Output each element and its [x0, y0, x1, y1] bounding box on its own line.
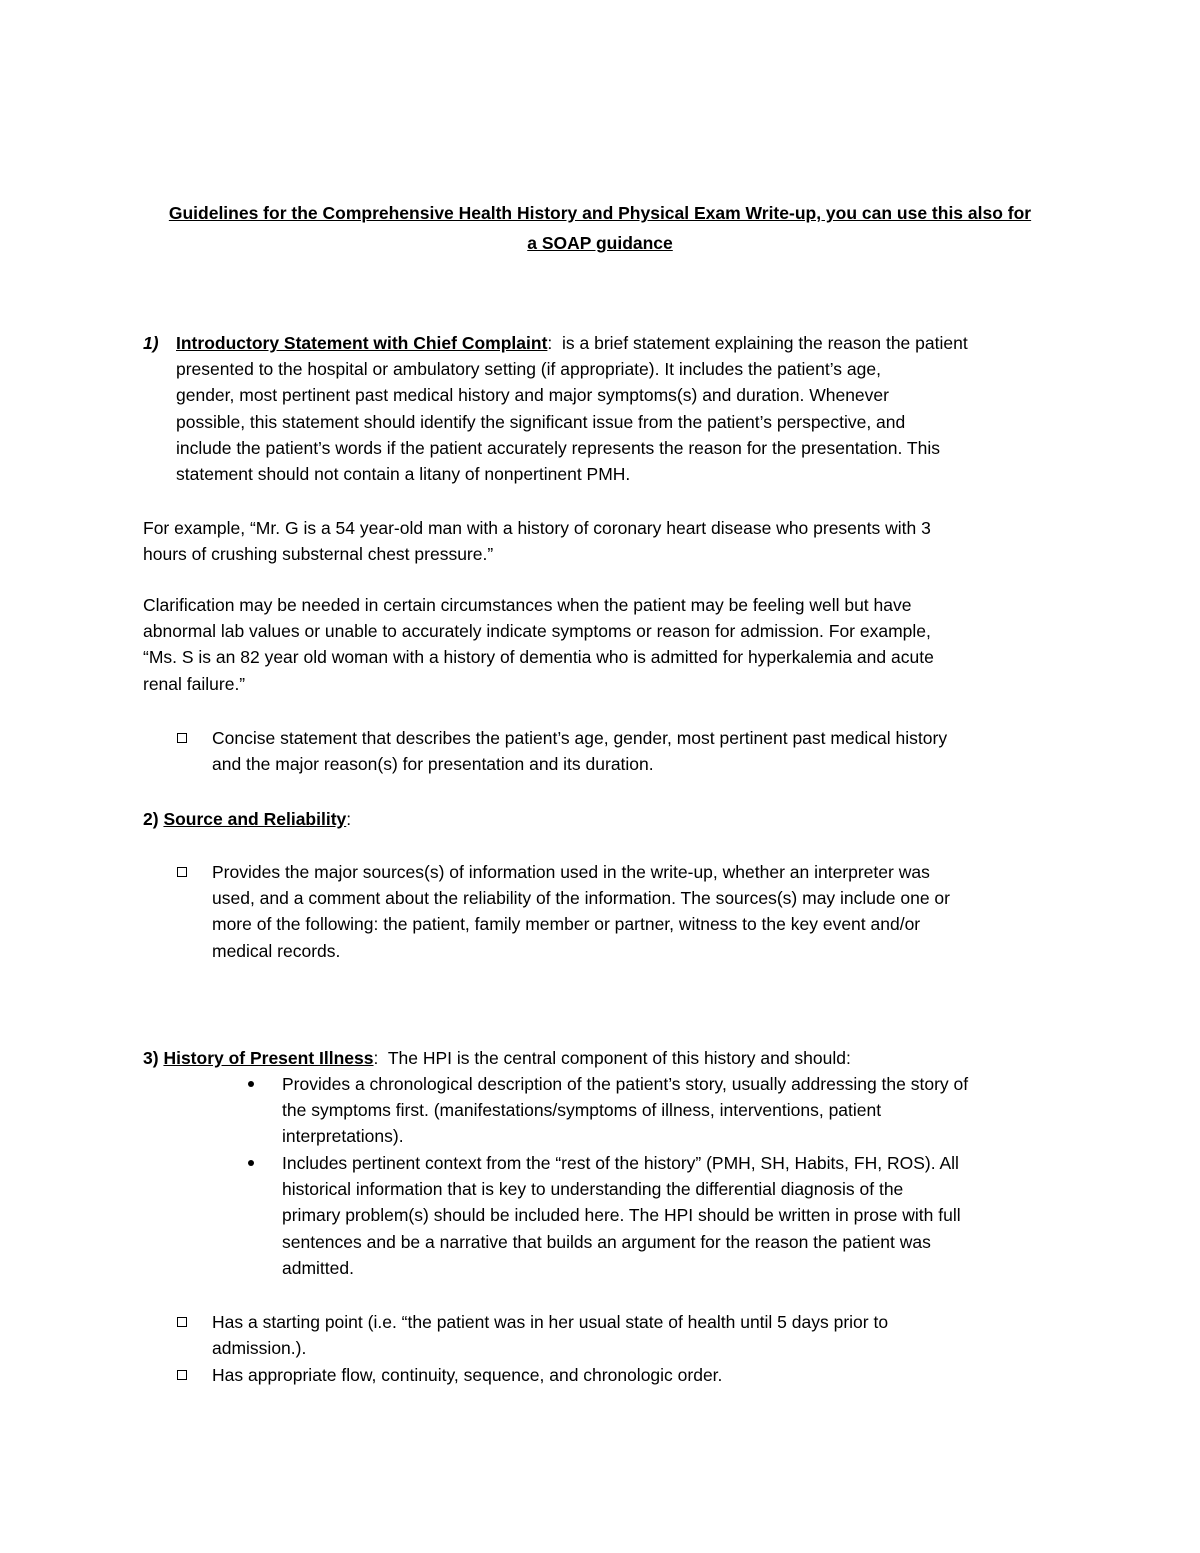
example-line-1: For example, “Mr. G is a 54 year-old man with a history of coronary heart disease who presents with 3 [143, 518, 931, 538]
checklist-2-line-1: Provides the major sources(s) of information used in the write-up, whether an interpreter was [212, 862, 930, 882]
section-3-heading: History of Present Illness [163, 1048, 374, 1068]
bullet-2-line-1: Includes pertinent context from the “rest of the history” (PMH, SH, Habits, FH, ROS). All [282, 1153, 959, 1173]
section-1-first-line [176, 330, 1076, 356]
checkbox-icon[interactable] [177, 733, 187, 743]
checklist-4-line-1: Has appropriate flow, continuity, sequence, and chronologic order. [212, 1365, 723, 1385]
checklist-2-line-3: more of the following: the patient, family member or partner, witness to the key event and/or [212, 914, 921, 935]
section-2-heading: Source and Reliability [163, 809, 347, 829]
section-3-colon: : [373, 1048, 379, 1068]
checklist-item-1 [212, 725, 1082, 777]
checklist-item-4 [212, 1362, 1082, 1388]
bullet-item-1 [282, 1071, 1082, 1150]
checklist-1-line-2: and the major reason(s) for presentation and its duration. [212, 754, 654, 775]
section-1-line-1: is a brief statement explaining the reason the patient [562, 333, 968, 353]
section-1-number: 1) [143, 333, 159, 353]
document-title [120, 198, 1080, 258]
section-1-line-6: statement should not contain a litany of nonpertinent PMH. [176, 464, 631, 485]
section-2-heading-line [143, 806, 743, 832]
title-line-2: a SOAP guidance [527, 233, 673, 253]
section-1-line-2: presented to the hospital or ambulatory setting (if appropriate). It includes the patient’s age, [176, 359, 881, 380]
checklist-1-line-1: Concise statement that describes the patient’s age, gender, most pertinent past medical history [212, 728, 948, 748]
bullet-1-line-3: interpretations). [282, 1126, 404, 1147]
section-3-heading-line [143, 1045, 1073, 1071]
bullet-item-2 [282, 1150, 1082, 1281]
checklist-item-2 [212, 859, 1082, 964]
section-1-line-4: possible, this statement should identify the significant issue from the patient’s perspective, and [176, 411, 906, 432]
checklist-3-line-2: admission.). [212, 1338, 307, 1359]
section-2-number: 2) [143, 809, 159, 829]
section-3-intro: The HPI is the central component of this history and should: [387, 1048, 851, 1068]
example-line-2: hours of crushing substernal chest pressure.” [143, 544, 494, 565]
checklist-3-line-1: Has a starting point (i.e. “the patient was in her usual state of health until 5 days prior to [212, 1312, 889, 1332]
bullet-2-line-4: sentences and be a narrative that builds an argument for the reason the patient was [282, 1231, 931, 1252]
bullet-icon [248, 1081, 254, 1087]
clarification-line-4: renal failure.” [143, 673, 246, 694]
section-2-colon: : [346, 809, 352, 829]
checkbox-icon[interactable] [177, 1317, 187, 1327]
clarification-paragraph [143, 592, 1073, 697]
section-1-colon: : [547, 333, 553, 353]
section-1-line-3: gender, most pertinent past medical history and major symptoms(s) and duration. Whenever [176, 385, 889, 406]
section-3-number: 3) [143, 1048, 159, 1068]
clarification-line-2: abnormal lab values or unable to accurately indicate symptoms or reason for admission. For example, [143, 621, 931, 642]
bullet-1-line-1: Provides a chronological description of the patient’s story, usually addressing the story of [282, 1074, 969, 1094]
bullet-2-line-5: admitted. [282, 1257, 354, 1278]
clarification-line-1: Clarification may be needed in certain circumstances when the patient may be feeling well but have [143, 595, 912, 615]
section-1-intro [176, 330, 1076, 487]
checklist-item-3 [212, 1309, 1082, 1361]
bullet-2-line-2: historical information that is key to understanding the differential diagnosis of the [282, 1179, 904, 1200]
clarification-line-3: “Ms. S is an 82 year old woman with a history of dementia who is admitted for hyperkalemia and acute [143, 647, 934, 668]
example-paragraph [143, 515, 1073, 567]
bullet-1-line-2: the symptoms first. (manifestations/symptoms of illness, interventions, patient [282, 1100, 882, 1121]
checkbox-icon[interactable] [177, 1370, 187, 1380]
bullet-icon [248, 1160, 254, 1166]
checkbox-icon[interactable] [177, 867, 187, 877]
checklist-2-line-4: medical records. [212, 940, 341, 961]
bullet-2-line-3: primary problem(s) should be included here. The HPI should be written in prose with full [282, 1205, 961, 1226]
checklist-2-line-2: used, and a comment about the reliability of the information. The sources(s) may include one or [212, 888, 950, 909]
title-line-1: Guidelines for the Comprehensive Health History and Physical Exam Write-up, you can use this also for [168, 203, 1032, 223]
section-1-heading: Introductory Statement with Chief Complaint [176, 333, 548, 353]
section-1-line-5: include the patient’s words if the patient accurately represents the reason for the presentation. This [176, 437, 940, 458]
